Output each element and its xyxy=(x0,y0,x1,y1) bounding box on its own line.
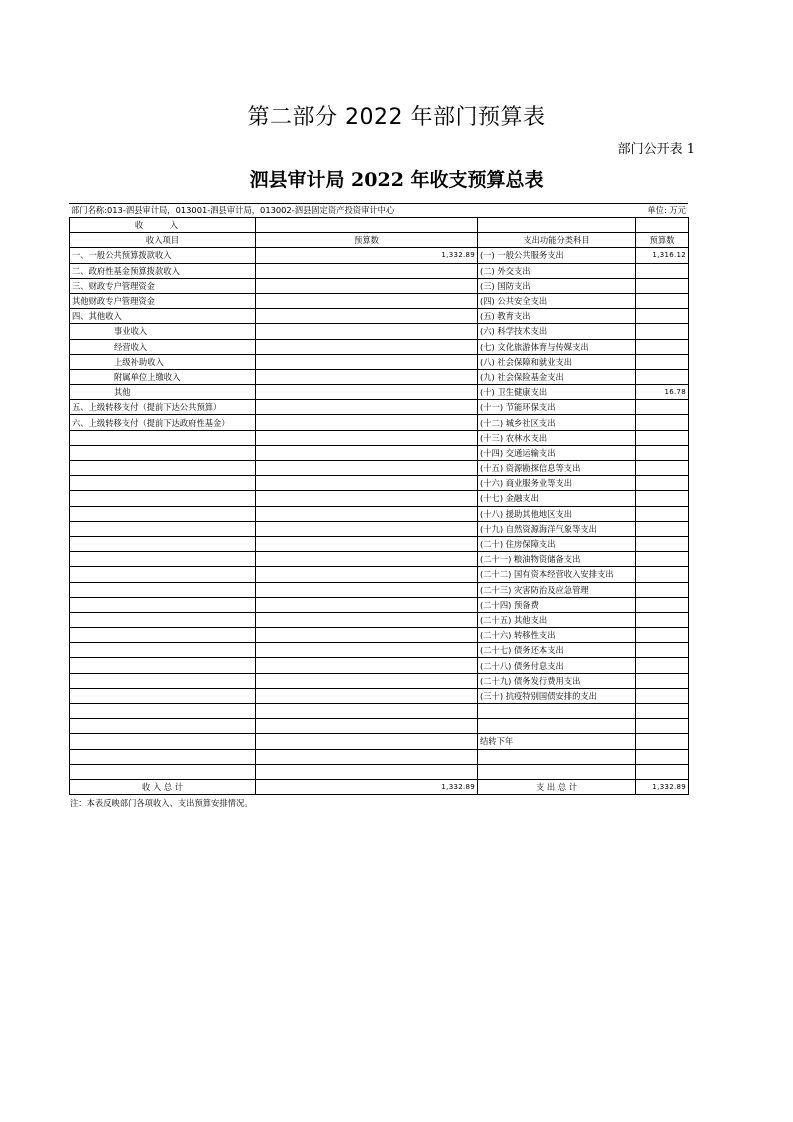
income-item-cell xyxy=(70,506,256,521)
income-value-cell xyxy=(256,734,478,749)
column-header-row xyxy=(70,233,689,248)
expense-value-cell xyxy=(636,673,689,688)
income-item-cell xyxy=(70,658,256,673)
income-item-cell: 上级补助收入 xyxy=(70,354,256,369)
income-item-cell: 经营收入 xyxy=(70,339,256,354)
table-row xyxy=(70,445,689,460)
expense-value-cell xyxy=(636,369,689,384)
income-item-cell xyxy=(70,597,256,612)
expense-item-cell: (三) 国防支出 xyxy=(478,278,636,293)
expense-item-cell: (四) 公共安全支出 xyxy=(478,293,636,308)
income-value-cell xyxy=(256,597,478,612)
footnote: 注：本表反映部门各项收入、支出预算安排情况。 xyxy=(70,798,253,809)
expense-value-cell xyxy=(636,597,689,612)
expense-value-cell xyxy=(636,263,689,278)
income-value-cell xyxy=(256,385,478,400)
table-row xyxy=(70,567,689,582)
expense-value-cell xyxy=(636,461,689,476)
income-value-cell xyxy=(256,309,478,324)
expense-item-cell: (十八) 援助其他地区支出 xyxy=(478,506,636,521)
income-item-cell xyxy=(70,552,256,567)
table-row xyxy=(70,688,689,703)
income-item-cell xyxy=(70,643,256,658)
expense-item-cell: (九) 社会保险基金支出 xyxy=(478,369,636,384)
expense-item-cell: (十五) 资源勘探信息等支出 xyxy=(478,461,636,476)
income-value-cell xyxy=(256,461,478,476)
department-name: 部门名称:013-泗县审计局，013001-泗县审计局，013002-泗县固定资产投资审计中心 xyxy=(71,205,395,215)
table-row xyxy=(70,536,689,551)
expense-value-cell xyxy=(636,658,689,673)
income-item-cell xyxy=(70,445,256,460)
table-row xyxy=(70,263,689,278)
income-value-cell xyxy=(256,278,478,293)
expense-item-cell: (十九) 自然资源海洋气象等支出 xyxy=(478,521,636,536)
income-item-cell: 三、财政专户管理资金 xyxy=(70,278,256,293)
expense-value-cell: 1,316.12 xyxy=(636,248,689,263)
expense-value-cell xyxy=(636,628,689,643)
expense-item-cell xyxy=(478,749,636,764)
expense-value-cell xyxy=(636,324,689,339)
expense-item-cell: (二十六) 转移性支出 xyxy=(478,628,636,643)
expense-value-cell xyxy=(636,278,689,293)
expense-value-cell xyxy=(636,400,689,415)
expense-item-cell: (十七) 金融支出 xyxy=(478,491,636,506)
income-value-cell xyxy=(256,369,478,384)
table-row xyxy=(70,734,689,749)
income-item-cell xyxy=(70,734,256,749)
expense-value-cell xyxy=(636,430,689,445)
expense-item-cell: (三十) 抗疫特别国债安排的支出 xyxy=(478,688,636,703)
expense-item-cell: (二十七) 债务还本支出 xyxy=(478,643,636,658)
expense-value-cell xyxy=(636,339,689,354)
table-row xyxy=(70,552,689,567)
expense-item-cell: (二十) 住房保障支出 xyxy=(478,536,636,551)
income-item-cell xyxy=(70,719,256,734)
table-row xyxy=(70,369,689,384)
expense-value-cell xyxy=(636,506,689,521)
income-item-cell xyxy=(70,673,256,688)
income-value-cell xyxy=(256,400,478,415)
income-value-cell xyxy=(256,445,478,460)
income-value-cell xyxy=(256,643,478,658)
income-value-cell xyxy=(256,658,478,673)
expense-item-cell: (十四) 交通运输支出 xyxy=(478,445,636,460)
income-item-cell xyxy=(70,764,256,779)
expense-item-cell: (五) 教育支出 xyxy=(478,309,636,324)
income-item-cell xyxy=(70,461,256,476)
expense-item-cell: (十二) 城乡社区支出 xyxy=(478,415,636,430)
expense-item-cell: (二十四) 预备费 xyxy=(478,597,636,612)
expense-value-cell xyxy=(636,309,689,324)
income-item-cell xyxy=(70,536,256,551)
table-row xyxy=(70,749,689,764)
income-value-cell xyxy=(256,673,478,688)
expense-item-cell: (十六) 商业服务业等支出 xyxy=(478,476,636,491)
income-value-cell xyxy=(256,430,478,445)
income-value-cell xyxy=(256,764,478,779)
table-row xyxy=(70,612,689,627)
table-number: 部门公开表 1 xyxy=(617,142,695,157)
expense-item-cell: (二十三) 灾害防治及应急管理 xyxy=(478,582,636,597)
expense-item-cell: (二) 外交支出 xyxy=(478,263,636,278)
income-value-cell: 1,332.89 xyxy=(256,248,478,263)
expense-value-cell xyxy=(636,582,689,597)
expense-item-cell xyxy=(478,719,636,734)
income-item-cell xyxy=(70,521,256,536)
budget-table xyxy=(69,217,689,795)
expense-value-cell xyxy=(636,719,689,734)
income-value-cell xyxy=(256,324,478,339)
header-income-budget: 预算数 xyxy=(256,233,478,248)
income-value-cell xyxy=(256,415,478,430)
expense-value-cell xyxy=(636,552,689,567)
expense-value-cell xyxy=(636,445,689,460)
table-row xyxy=(70,643,689,658)
expense-value-cell xyxy=(636,476,689,491)
expense-item-cell xyxy=(478,704,636,719)
income-value-cell xyxy=(256,582,478,597)
income-value-cell xyxy=(256,719,478,734)
expense-item-cell: (十三) 农林水支出 xyxy=(478,430,636,445)
total-row xyxy=(70,779,689,794)
table-row xyxy=(70,400,689,415)
income-value-cell xyxy=(256,293,478,308)
expense-value-cell xyxy=(636,354,689,369)
header-expense-budget: 预算数 xyxy=(636,233,689,248)
expense-value-cell xyxy=(636,293,689,308)
expense-item-cell: (八) 社会保障和就业支出 xyxy=(478,354,636,369)
table-row xyxy=(70,704,689,719)
table-row xyxy=(70,719,689,734)
income-value-cell xyxy=(256,263,478,278)
expense-value-cell xyxy=(636,704,689,719)
income-item-cell: 六、上级转移支付（提前下达政府性基金） xyxy=(70,415,256,430)
table-row xyxy=(70,354,689,369)
expense-item-cell: (十) 卫生健康支出 xyxy=(478,385,636,400)
table-row xyxy=(70,461,689,476)
income-value-cell xyxy=(256,612,478,627)
part-title: 第二部分 2022 年部门预算表 xyxy=(247,105,546,130)
income-value-cell xyxy=(256,688,478,703)
expense-item-cell: (六) 科学技术支出 xyxy=(478,324,636,339)
income-item-cell xyxy=(70,582,256,597)
info-bar xyxy=(69,203,688,217)
table-row xyxy=(70,628,689,643)
table-row xyxy=(70,491,689,506)
table-row xyxy=(70,582,689,597)
income-item-cell: 五、上级转移支付（提前下达公共预算） xyxy=(70,400,256,415)
header-income-item: 收入项目 xyxy=(70,233,256,248)
table-row xyxy=(70,764,689,779)
expense-item-cell: (二十一) 粮油物资储备支出 xyxy=(478,552,636,567)
income-item-cell xyxy=(70,749,256,764)
income-value-cell xyxy=(256,552,478,567)
expense-value-cell xyxy=(636,567,689,582)
expense-value-cell xyxy=(636,612,689,627)
income-group-header: 收 入 xyxy=(70,218,256,233)
table-row xyxy=(70,339,689,354)
table-row xyxy=(70,476,689,491)
table-row xyxy=(70,385,689,400)
expense-value-cell xyxy=(636,643,689,658)
expense-value-cell xyxy=(636,536,689,551)
budget-sheet xyxy=(69,203,688,809)
income-total-label: 收 入 总 计 xyxy=(70,779,256,794)
table-row xyxy=(70,278,689,293)
income-value-cell xyxy=(256,476,478,491)
income-item-cell xyxy=(70,612,256,627)
income-item-cell xyxy=(70,476,256,491)
expense-total-value: 1,332.89 xyxy=(636,779,689,794)
income-value-cell xyxy=(256,567,478,582)
income-item-cell xyxy=(70,430,256,445)
expense-value-cell xyxy=(636,734,689,749)
income-value-cell xyxy=(256,628,478,643)
expense-item-cell xyxy=(478,764,636,779)
income-item-cell: 附属单位上缴收入 xyxy=(70,369,256,384)
income-item-cell xyxy=(70,704,256,719)
income-item-cell xyxy=(70,688,256,703)
table-row xyxy=(70,248,689,263)
expense-item-cell: (一) 一般公共服务支出 xyxy=(478,248,636,263)
expense-value-cell xyxy=(636,749,689,764)
income-total-value: 1,332.89 xyxy=(256,779,478,794)
expense-value-cell xyxy=(636,521,689,536)
document-title: 泗县审计局 2022 年收支预算总表 xyxy=(249,169,544,191)
table-row xyxy=(70,324,689,339)
expense-item-cell: (二十八) 债务付息支出 xyxy=(478,658,636,673)
group-header-row xyxy=(70,218,689,233)
income-item-cell xyxy=(70,567,256,582)
income-item-cell xyxy=(70,491,256,506)
expense-item-cell: (二十九) 债务发行费用支出 xyxy=(478,673,636,688)
expense-item-cell: (十一) 节能环保支出 xyxy=(478,400,636,415)
income-item-cell: 四、其他收入 xyxy=(70,309,256,324)
table-row xyxy=(70,430,689,445)
header-expense-item: 支出功能分类科目 xyxy=(478,233,636,248)
expense-item-cell: (二十五) 其他支出 xyxy=(478,612,636,627)
expense-item-cell: (七) 文化旅游体育与传媒支出 xyxy=(478,339,636,354)
expense-item-cell: 结转下年 xyxy=(478,734,636,749)
income-value-cell xyxy=(256,536,478,551)
unit-label: 单位: 万元 xyxy=(647,205,686,215)
expense-item-cell: (二十二) 国有资本经营收入安排支出 xyxy=(478,567,636,582)
table-row xyxy=(70,309,689,324)
income-value-cell xyxy=(256,749,478,764)
income-item-cell: 二、政府性基金预算拨款收入 xyxy=(70,263,256,278)
table-row xyxy=(70,673,689,688)
income-value-cell xyxy=(256,339,478,354)
table-row xyxy=(70,597,689,612)
table-row xyxy=(70,415,689,430)
expense-value-cell xyxy=(636,491,689,506)
income-item-cell: 其他 xyxy=(70,385,256,400)
expense-total-label: 支 出 总 计 xyxy=(478,779,636,794)
income-item-cell: 其他财政专户管理资金 xyxy=(70,293,256,308)
income-item-cell xyxy=(70,628,256,643)
income-value-cell xyxy=(256,704,478,719)
income-value-cell xyxy=(256,521,478,536)
table-row xyxy=(70,521,689,536)
income-item-cell: 一、一般公共预算拨款收入 xyxy=(70,248,256,263)
income-item-cell: 事业收入 xyxy=(70,324,256,339)
table-row xyxy=(70,293,689,308)
table-row xyxy=(70,658,689,673)
income-value-cell xyxy=(256,491,478,506)
income-value-cell xyxy=(256,506,478,521)
expense-value-cell xyxy=(636,688,689,703)
table-row xyxy=(70,506,689,521)
income-value-cell xyxy=(256,354,478,369)
expense-value-cell: 16.78 xyxy=(636,385,689,400)
expense-value-cell xyxy=(636,764,689,779)
expense-value-cell xyxy=(636,415,689,430)
